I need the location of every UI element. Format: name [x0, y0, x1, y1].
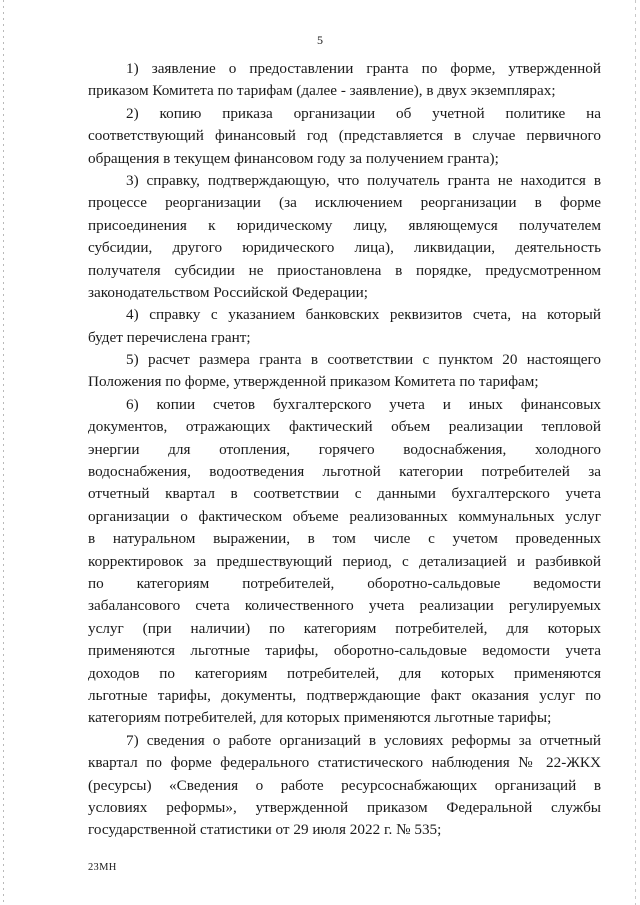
text-line: категориям потребителей, для которых применяются льготные тарифы;	[88, 709, 552, 727]
text-line: водоснабжения, водоотведения льготной категории потребителей за	[88, 463, 601, 481]
text-line: соответствующий финансовый год (представляется в случае первичного	[88, 127, 601, 145]
list-item-paragraph	[88, 349, 601, 394]
text-line: будет перечислена грант;	[88, 328, 251, 346]
text-line: корректировок за предшествующий период, с детализацией и разбивкой	[88, 552, 601, 570]
text-line: 5) расчет размера гранта в соответствии с пунктом 20 настоящего	[126, 351, 601, 369]
text-line: 7) сведения о работе организаций в условиях реформы за отчетный	[126, 731, 601, 749]
text-line: процессе реорганизации (за исключением реорганизации в форме	[88, 194, 601, 212]
text-line: присоединения к юридическому лицу, являющемуся получателем	[88, 216, 601, 234]
text-line: Положения по форме, утвержденной приказом Комитета по тарифам;	[88, 373, 539, 391]
list-item-paragraph	[88, 170, 601, 304]
text-line: отчетный квартал в соответствии с данными бухгалтерского учета	[88, 485, 601, 503]
text-line: законодательством Российской Федерации;	[88, 283, 368, 301]
text-line: 6) копии счетов бухгалтерского учета и иных финансовых	[126, 395, 601, 413]
text-line: государственной статистики от 29 июля 2022 г. № 535;	[88, 821, 442, 839]
text-line: обращения в текущем финансовом году за получением гранта);	[88, 149, 499, 167]
text-line: субсидии, другого юридического лица), ликвидации, деятельность	[88, 239, 601, 257]
list-item-paragraph	[88, 304, 601, 349]
text-line: доходов по категориям потребителей, для которых применяются	[88, 664, 601, 682]
list-item-paragraph	[88, 730, 601, 842]
text-line: квартал по форме федерального статистического наблюдения № 22-ЖКХ	[88, 754, 601, 772]
text-line: условиях реформы», утвержденной приказом Федеральной службы	[88, 798, 601, 816]
scan-edge-left	[3, 0, 4, 905]
text-line: забалансового счета количественного учета реализации регулируемых	[88, 597, 601, 615]
list-item-paragraph	[88, 394, 601, 730]
list-item-paragraph	[88, 58, 601, 103]
footer-code: 23МН	[88, 862, 117, 873]
text-line: 2) копию приказа организации об учетной политике на	[126, 104, 601, 122]
text-line: получателя субсидии не приостановлена в порядке, предусмотренном	[88, 261, 601, 279]
text-line: приказом Комитета по тарифам (далее - заявление), в двух экземплярах;	[88, 82, 556, 100]
document-body	[88, 58, 601, 842]
text-line: в натуральном выражении, в том числе с учетом проведенных	[88, 530, 601, 548]
page-number: 5	[317, 33, 323, 47]
scan-edge-right	[635, 0, 636, 905]
text-line: (ресурсы) «Сведения о работе ресурсоснабжающих организаций в	[88, 776, 601, 794]
text-line: 1) заявление о предоставлении гранта по форме, утвержденной	[126, 60, 601, 77]
text-line: применяются льготные тарифы, оборотно-сальдовые ведомости учета	[88, 642, 601, 660]
text-line: 4) справку с указанием банковских реквизитов счета, на который	[126, 306, 601, 324]
text-line: документов, отражающих фактический объем реализации тепловой	[88, 418, 601, 436]
text-line: 3) справку, подтверждающую, что получатель гранта не находится в	[126, 171, 601, 189]
text-line: энергии для отопления, горячего водоснабжения, холодного	[88, 440, 601, 458]
list-item-paragraph	[88, 103, 601, 170]
text-line: по категориям потребителей, оборотно-сальдовые ведомости	[88, 574, 601, 592]
text-line: организации о фактическом объеме реализованных коммунальных услуг	[88, 507, 601, 525]
text-line: льготные тарифы, документы, подтверждающие факт оказания услуг по	[88, 686, 601, 704]
text-line: услуг (при наличии) по категориям потребителей, для которых	[88, 619, 601, 637]
